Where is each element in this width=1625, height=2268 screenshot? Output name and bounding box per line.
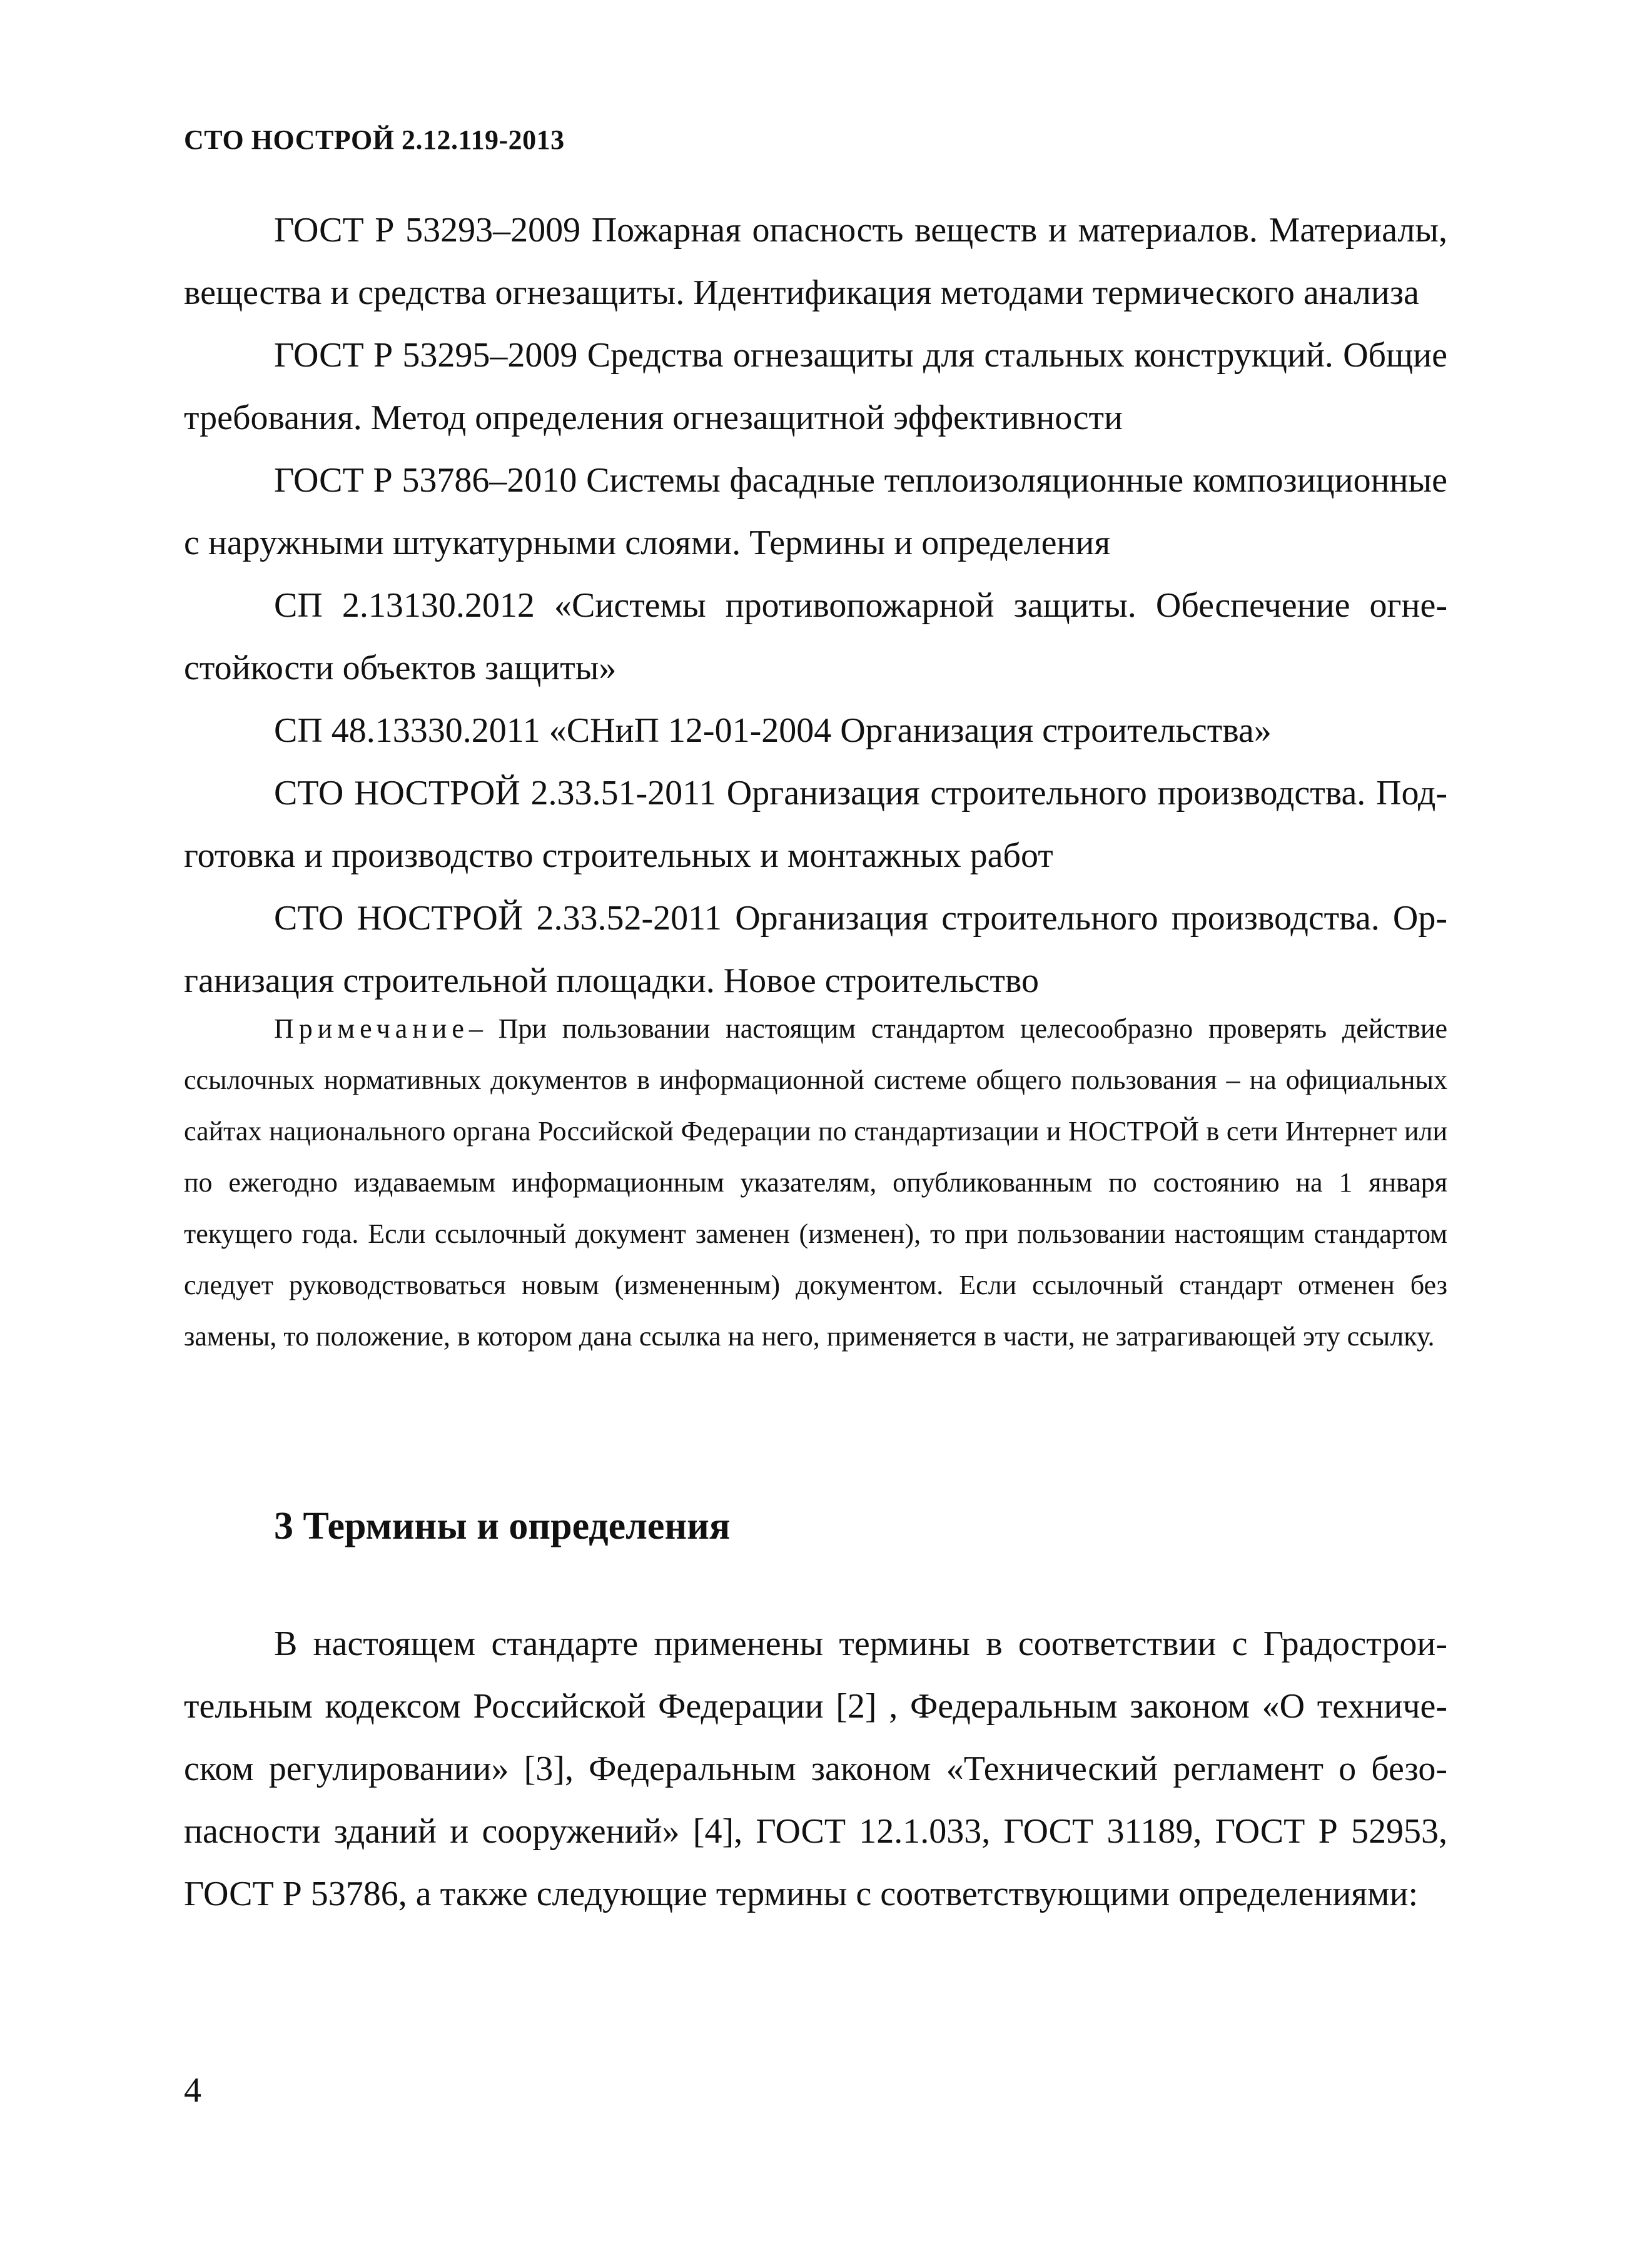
- reference-item: ГОСТ Р 53786–2010 Системы фасадные теплоизоляционные композиционные с наружными штукатурными слоями. Термины и определения: [184, 461, 1447, 562]
- section-paragraph: В настоящем стандарте применены термины в соответствии с Градостроительным кодексом Российской Федерации [2] , Федеральным законом «О техническом регулировании» [3], Федеральным законом «Технический регламент о безопасности зданий и сооружений» [4], ГОСТ 12.1.033, ГОСТ 31189, ГОСТ Р 52953, ГОСТ Р 53786, а также следующие термины с соответствующими определениями:: [184, 1624, 1447, 1913]
- section-heading: 3 Термины и определения: [274, 1505, 731, 1547]
- page-number: 4: [184, 2071, 201, 2110]
- reference-item: СП 2.13130.2012 «Системы противопожарной защиты. Обеспечение огнестойкости объектов защиты»: [184, 586, 1447, 687]
- reference-item: СП 48.13330.2011 «СНиП 12-01-2004 Организация строительства»: [274, 711, 1272, 750]
- reference-item: СТО НОСТРОЙ 2.33.52-2011 Организация строительного производства. Организация строительной площадки. Новое строительство: [184, 899, 1447, 1000]
- note-label: Примечание: [274, 1013, 469, 1044]
- reference-item: СТО НОСТРОЙ 2.33.51-2011 Организация строительного производства. Подготовка и производство строительных и монтажных работ: [184, 774, 1447, 875]
- reference-item: ГОСТ Р 53293–2009 Пожарная опасность веществ и материалов. Материалы, вещества и средства огнезащиты. Идентификация методами термического анализа: [184, 211, 1447, 312]
- document-header-code: СТО НОСТРОЙ 2.12.119-2013: [184, 124, 565, 155]
- note-text: – При пользовании настоящим стандартом целесообразно проверять действие ссылочных нормативных документов в информационной системе общего пользования – на официальных сайтах национального органа Российской Федерации по стандартизации и НОСТРОЙ в сети Интернет или по ежегодно издаваемым информационным указателям, опубликованным по состоянию на 1 января текущего года. Если ссылочный документ заменен (изменен), то при пользовании настоящим стандартом следует руководствоваться новым (измененным) документом. Если ссылочный стандарт отменен без замены, то положение, в котором дана ссылка на него, применяется в части, не затрагивающей эту ссылку.: [184, 1013, 1447, 1352]
- reference-item: ГОСТ Р 53295–2009 Средства огнезащиты для стальных конструкций. Общие требования. Метод определения огнезащитной эффективности: [184, 336, 1447, 437]
- normative-references-list: [184, 199, 1447, 1012]
- note-paragraph: [184, 1003, 1447, 1362]
